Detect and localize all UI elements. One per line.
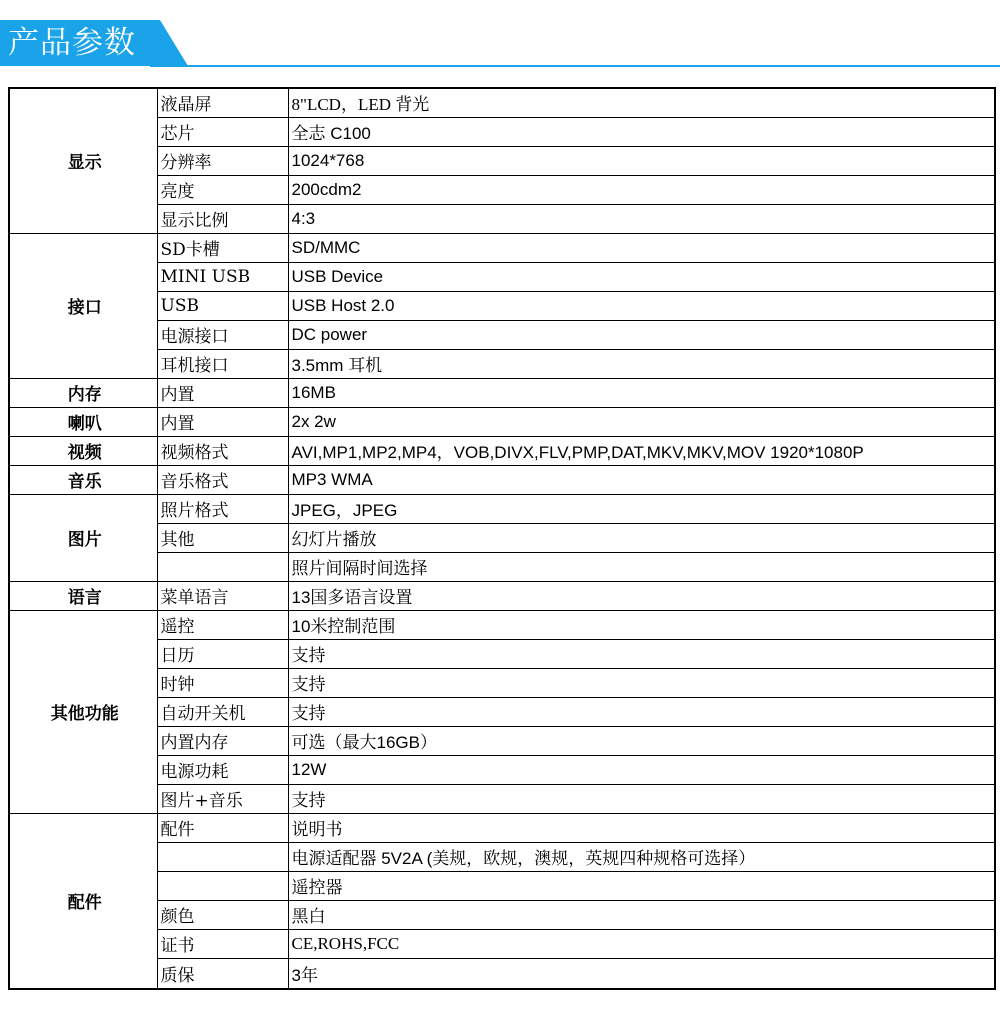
spec-label: 时钟 bbox=[157, 668, 288, 697]
table-row bbox=[9, 494, 995, 523]
category-cell: 显示 bbox=[9, 88, 157, 233]
spec-label: 芯片 bbox=[157, 117, 288, 146]
table-row bbox=[9, 726, 995, 755]
table-row bbox=[9, 436, 995, 465]
table-row bbox=[9, 552, 995, 581]
spec-value: 4:3 bbox=[288, 204, 995, 233]
spec-label: 电源接口 bbox=[157, 320, 288, 349]
spec-label: 内置 bbox=[157, 407, 288, 436]
table-row bbox=[9, 697, 995, 726]
spec-label: 亮度 bbox=[157, 175, 288, 204]
table-row bbox=[9, 175, 995, 204]
table-row bbox=[9, 88, 995, 117]
category-cell: 配件 bbox=[9, 813, 157, 989]
table-row bbox=[9, 378, 995, 407]
table-row bbox=[9, 291, 995, 320]
spec-value: 16MB bbox=[288, 378, 995, 407]
table-row bbox=[9, 407, 995, 436]
spec-label: 质保 bbox=[157, 958, 288, 989]
spec-value: 说明书 bbox=[288, 813, 995, 842]
spec-value: 1024*768 bbox=[288, 146, 995, 175]
table-row bbox=[9, 813, 995, 842]
table-row bbox=[9, 262, 995, 291]
table-row bbox=[9, 784, 995, 813]
spec-value: 支持 bbox=[288, 639, 995, 668]
spec-value: 10米控制范围 bbox=[288, 610, 995, 639]
spec-value: 全志 C100 bbox=[288, 117, 995, 146]
spec-value: MP3 WMA bbox=[288, 465, 995, 494]
spec-value: 支持 bbox=[288, 668, 995, 697]
spec-value: 支持 bbox=[288, 784, 995, 813]
table-row bbox=[9, 871, 995, 900]
spec-label: 电源功耗 bbox=[157, 755, 288, 784]
spec-label: 视频格式 bbox=[157, 436, 288, 465]
spec-label: 自动开关机 bbox=[157, 697, 288, 726]
spec-label: 颜色 bbox=[157, 900, 288, 929]
spec-label: SD卡槽 bbox=[157, 233, 288, 262]
spec-value: JPEG，JPEG bbox=[288, 494, 995, 523]
category-cell: 其他功能 bbox=[9, 610, 157, 813]
table-row bbox=[9, 610, 995, 639]
spec-label: MINI USB bbox=[157, 262, 288, 291]
table-row bbox=[9, 117, 995, 146]
spec-value: SD/MMC bbox=[288, 233, 995, 262]
table-row bbox=[9, 204, 995, 233]
spec-label: 耳机接口 bbox=[157, 349, 288, 378]
table-row bbox=[9, 233, 995, 262]
table-row bbox=[9, 842, 995, 871]
spec-label bbox=[157, 871, 288, 900]
section-title: 产品参数 bbox=[8, 25, 136, 61]
spec-value: 遥控器 bbox=[288, 871, 995, 900]
category-cell: 喇叭 bbox=[9, 407, 157, 436]
table-row bbox=[9, 639, 995, 668]
table-row bbox=[9, 900, 995, 929]
spec-label: 配件 bbox=[157, 813, 288, 842]
spec-label bbox=[157, 842, 288, 871]
spec-label: 图片+音乐 bbox=[157, 784, 288, 813]
table-row bbox=[9, 668, 995, 697]
spec-value: 2x 2w bbox=[288, 407, 995, 436]
table-row bbox=[9, 349, 995, 378]
spec-value: 可选（最大16GB） bbox=[288, 726, 995, 755]
category-cell: 图片 bbox=[9, 494, 157, 581]
table-row bbox=[9, 146, 995, 175]
spec-value: 黑白 bbox=[288, 900, 995, 929]
spec-value: 幻灯片播放 bbox=[288, 523, 995, 552]
section-header bbox=[0, 20, 1000, 66]
spec-label bbox=[157, 552, 288, 581]
category-cell: 音乐 bbox=[9, 465, 157, 494]
table-row bbox=[9, 523, 995, 552]
spec-label: 菜单语言 bbox=[157, 581, 288, 610]
spec-value: 3.5mm 耳机 bbox=[288, 349, 995, 378]
spec-label: 遥控 bbox=[157, 610, 288, 639]
spec-value: 13国多语言设置 bbox=[288, 581, 995, 610]
table-row bbox=[9, 755, 995, 784]
spec-value: 照片间隔时间选择 bbox=[288, 552, 995, 581]
spec-value: USB Device bbox=[288, 262, 995, 291]
table-row bbox=[9, 958, 995, 989]
spec-label: 日历 bbox=[157, 639, 288, 668]
table-row bbox=[9, 581, 995, 610]
spec-value: DC power bbox=[288, 320, 995, 349]
spec-label: 照片格式 bbox=[157, 494, 288, 523]
spec-label: 证书 bbox=[157, 929, 288, 958]
spec-value: 支持 bbox=[288, 697, 995, 726]
spec-value: 3年 bbox=[288, 958, 995, 989]
spec-value: CE,ROHS,FCC bbox=[288, 929, 995, 958]
category-cell: 视频 bbox=[9, 436, 157, 465]
spec-value: USB Host 2.0 bbox=[288, 291, 995, 320]
spec-value: 电源适配器 5V2A (美规，欧规，澳规，英规四种规格可选择） bbox=[288, 842, 995, 871]
spec-label: 液晶屏 bbox=[157, 88, 288, 117]
table-row bbox=[9, 465, 995, 494]
spec-label: 内置内存 bbox=[157, 726, 288, 755]
table-row bbox=[9, 320, 995, 349]
spec-label: USB bbox=[157, 291, 288, 320]
category-cell: 语言 bbox=[9, 581, 157, 610]
table-row bbox=[9, 929, 995, 958]
spec-value: 8"LCD，LED 背光 bbox=[288, 88, 995, 117]
spec-value: 200cdm2 bbox=[288, 175, 995, 204]
spec-label: 分辨率 bbox=[157, 146, 288, 175]
spec-label: 内置 bbox=[157, 378, 288, 407]
spec-table bbox=[8, 87, 996, 990]
spec-label: 音乐格式 bbox=[157, 465, 288, 494]
header-divider bbox=[150, 65, 1000, 67]
spec-label: 其他 bbox=[157, 523, 288, 552]
category-cell: 内存 bbox=[9, 378, 157, 407]
spec-value: AVI,MP1,MP2,MP4，VOB,DIVX,FLV,PMP,DAT,MKV,MKV,MOV 1920*1080P bbox=[288, 436, 995, 465]
spec-label: 显示比例 bbox=[157, 204, 288, 233]
spec-value: 12W bbox=[288, 755, 995, 784]
category-cell: 接口 bbox=[9, 233, 157, 378]
